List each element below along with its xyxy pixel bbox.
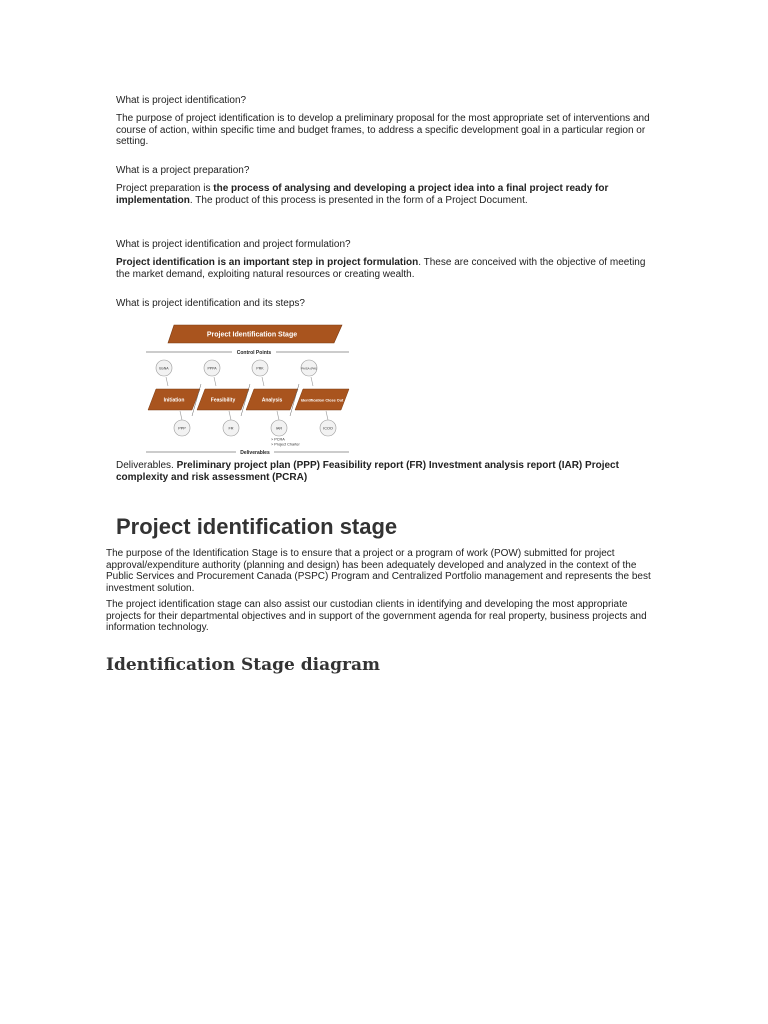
question-3: What is project identification and project formulation?	[116, 239, 351, 250]
stage-feasibility-label: Feasibility	[210, 397, 236, 404]
stage-close-out	[295, 389, 349, 410]
answer-3	[116, 257, 656, 280]
question-4: What is project identification and its steps?	[116, 298, 305, 309]
control-points-label: Control Points	[236, 350, 272, 356]
control-point-3-label: PRK	[256, 366, 264, 371]
deliverable-1	[174, 420, 190, 436]
deliverable-3	[271, 420, 287, 436]
deliverable-4	[320, 420, 336, 436]
deliverable-4-label: ICOO	[323, 426, 333, 431]
diagram-note-charter: > Project Charter	[271, 442, 300, 447]
answer-3-bold: Project identification is an important step in project formulation	[116, 257, 419, 268]
control-point-1	[156, 360, 172, 376]
question-1: What is project identification?	[116, 95, 247, 106]
control-point-2-label: PPPA	[207, 366, 217, 371]
project-identification-diagram	[144, 322, 354, 458]
answer-2-post: . The product of this process is presented in the form of a Project Document.	[189, 194, 528, 206]
stage-feasibility	[197, 389, 249, 410]
control-point-4	[301, 360, 317, 376]
heading-identification-stage-diagram: Identification Stage diagram	[106, 655, 380, 675]
heading-project-identification-stage: Project identification stage	[116, 514, 398, 539]
diagram-note-pcra: > PCRA	[271, 437, 285, 442]
answer-2	[116, 183, 656, 206]
control-point-2	[204, 360, 220, 376]
answer-2-pre: Project preparation is	[116, 183, 214, 194]
stage-initiation	[148, 389, 200, 410]
control-point-4-label: PA/SA (PAI)	[301, 366, 317, 371]
control-point-3	[252, 360, 268, 376]
answer-2-bold: the process of analysing and developing a project idea into a final project ready for implementation	[116, 183, 609, 206]
stage-analysis-label: Analysis	[261, 397, 283, 404]
control-point-1-label: BoNA	[159, 366, 169, 371]
paragraph-identification-purpose: The purpose of the Identification Stage is to ensure that a project or a program of work (POW) submitted for project approval/expenditure authority (planning and design) has been adequately developed and analyzed in the context of the Public Services and Procurement Canada (PSPC) Program and Centralized Portfolio management and represents the best investment solution.	[106, 548, 651, 594]
deliverables-bold: Preliminary project plan (PPP) Feasibility report (FR) Investment analysis report (IAR) Project complexity and risk assessment (PCRA)	[116, 460, 619, 483]
deliverables-label: Deliverables	[240, 450, 270, 456]
deliverables-pre: Deliverables.	[116, 460, 177, 471]
answer-3-post: . These are conceived with the objective of meeting the market demand, exploiting natural resources or creating wealth.	[116, 257, 646, 280]
deliverable-1-label: PPP	[178, 426, 186, 431]
stage-initiation-label: Initiation	[163, 397, 185, 404]
deliverable-arrows	[180, 411, 328, 420]
paragraph-identification-assist: The project identification stage can also assist our custodian clients in identifying and developing the most appropriate projects for their departmental objectives and in support of the government agenda for real property, business projects and information technology.	[106, 599, 647, 633]
answer-1: The purpose of project identification is to develop a preliminary proposal for the most appropriate set of interventions and course of action, within specific time and budget frames, to address a specific development goal in a particular region or setting.	[116, 113, 650, 147]
deliverable-3-label: IAR	[275, 426, 283, 431]
deliverable-2	[223, 420, 239, 436]
diagram-title: Project Identification Stage	[206, 331, 298, 339]
control-arrows	[166, 377, 313, 386]
deliverables-paragraph	[116, 460, 656, 483]
question-2: What is a project preparation?	[116, 165, 250, 176]
stage-analysis	[246, 389, 298, 410]
deliverable-2-label: FR	[228, 426, 234, 431]
stage-close-out-label: Identification Close Out	[300, 398, 344, 403]
